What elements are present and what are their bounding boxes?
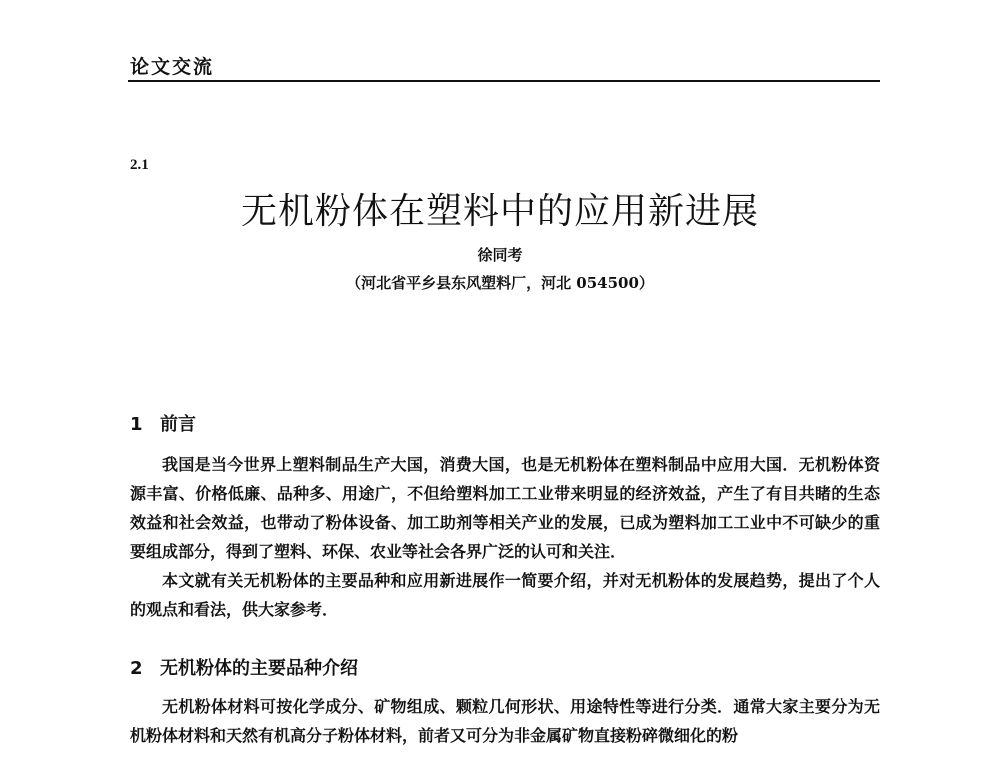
section-title: 前言 — [160, 414, 196, 435]
section-number: 1 — [130, 414, 143, 435]
section-heading-2 — [130, 654, 358, 680]
section-number: 2 — [130, 658, 143, 679]
paper-affiliation: （河北省平乡县东风塑料厂，河北 054500） — [346, 274, 654, 292]
paragraph-1: 我国是当今世界上塑料制品生产大国，消费大国，也是无机粉体在塑料制品中应用大国．无机粉体资源丰富、价格低廉、品种多、用途广，不但给塑料加工工业带来明显的经济效益，产生了有目共睹的生态效益和社会效益，也带动了粉体设备、加工助剂等相关产业的发展，已成为塑料加工工业中不可缺少的重要组成部分，得到了塑料、环保、农业等社会各界广泛的认可和关注． — [130, 455, 880, 561]
paper-author: 徐同考 — [477, 246, 523, 264]
header-rule — [128, 80, 880, 82]
article-number: 2.1 — [130, 157, 149, 173]
section-title: 无机粉体的主要品种介绍 — [160, 658, 358, 679]
paragraph-2: 本文就有关无机粉体的主要品种和应用新进展作一简要介绍，并对无机粉体的发展趋势，提出了个人的观点和看法，供大家参考． — [130, 571, 880, 619]
section-heading-1 — [130, 410, 196, 436]
journal-section-label: 论文交流 — [130, 56, 215, 78]
paragraph-3: 无机粉体材料可按化学成分、矿物组成、颗粒几何形状、用途特性等进行分类．通常大家主要分为无机粉体材料和天然有机高分子粉体材料，前者又可分为非金属矿物直接粉碎微细化的粉 — [130, 697, 880, 745]
paper-title: 无机粉体在塑料中的应用新进展 — [240, 191, 759, 232]
